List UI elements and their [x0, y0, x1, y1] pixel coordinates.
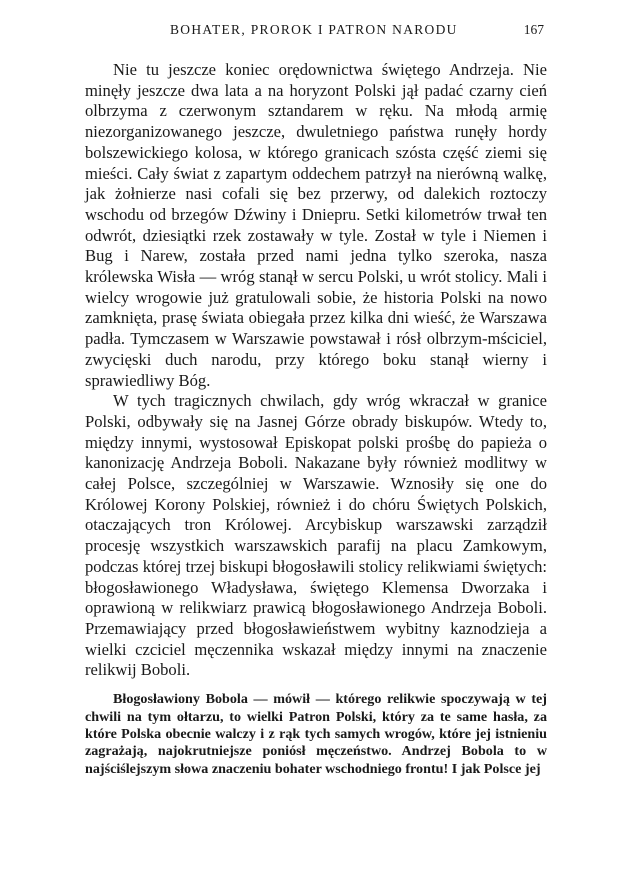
page-number: 167 — [523, 22, 544, 37]
running-head: BOHATER, PROROK I PATRON NARODU — [170, 22, 458, 37]
quoted-speech: Błogosławiony Bobola — mówił — którego relikwie spoczywają w tej chwili na tym ołtarzu, to wielki Patron Polski, który za te same hasła, za które Polska obecnie walczy i z rąk tych samych wrogów, które jej istnieniu zagrażają, najokrutniejsze poniósł męczeństwo. Andrzej Bobola to w najściślejszym słowa znaczeniu bohater wschodniego frontu! I jak Polsce jej — [85, 691, 547, 777]
paragraph: W tych tragicznych chwilach, gdy wróg wkraczał w granice Polski, odbywały się na Jasnej Górze obrady biskupów. Wtedy to, między innymi, wystosował Episkopat polski prośbę do papieża o kanonizację Andrzeja Boboli. Nakazane były również modlitwy w całej Polsce, szczególniej w Warszawie. Wznosiły się one do Królowej Korony Polskiej, również i do chóru Świętych Polskich, otaczających tron Królowej. Arcybiskup warszawski zarządził procesję wszystkich warszawskich parafij na placu Zamkowym, podczas której trzej biskupi błogosławili stolicy relikwiami świętych: błogosławionego Władysława, świętego Klemensa Dworzaka i oprawioną w relikwiarz prawicą błogosławionego Andrzeja Boboli. Przemawiający przed błogosławieństwem wybitny kaznodzieja a wielki czciciel męczennika wskazał między innymi na znaczenie relikwij Boboli. — [85, 391, 547, 680]
page-header — [92, 22, 544, 42]
paragraph: Nie tu jeszcze koniec orędownictwa świętego Andrzeja. Nie minęły jeszcze dwa lata a na horyzont Polski jął padać czarny cień olbrzyma z czerwonym sztandarem w ręku. Na młodą armię niezorganizowanego jeszcze, dwuletniego państwa runęły hordy bolszewickiego kolosa, w którego granicach szósta część ziemi się mieści. Cały świat z zapartym oddechem patrzył na nierówną walkę, jak żołnierze nasi cofali się bez przerwy, od dalekich roztoczy wschodu od brzegów Dźwiny i Dniepru. Setki kilometrów trwał ten odwrót, dziesiątki rzek zostawały w tyle. Został w tyle i Niemen i Bug i Narew, została przed nami jedna tylko szeroka, nasza królewska Wisła — wróg stanął w sercu Polski, u wrót stolicy. Mali i wielcy wrogowie już gratulowali sobie, że historia Polski na nowo zamknięta, prasę świata obiegała przez kilka dni wieść, że Warszawa padła. Tymczasem w Warszawie powstawał i rósł olbrzym-mściciel, zwycięski duch narodu, przy którego boku stanął wierny i sprawiedliwy Bóg. — [85, 60, 547, 390]
body-text — [85, 60, 547, 778]
